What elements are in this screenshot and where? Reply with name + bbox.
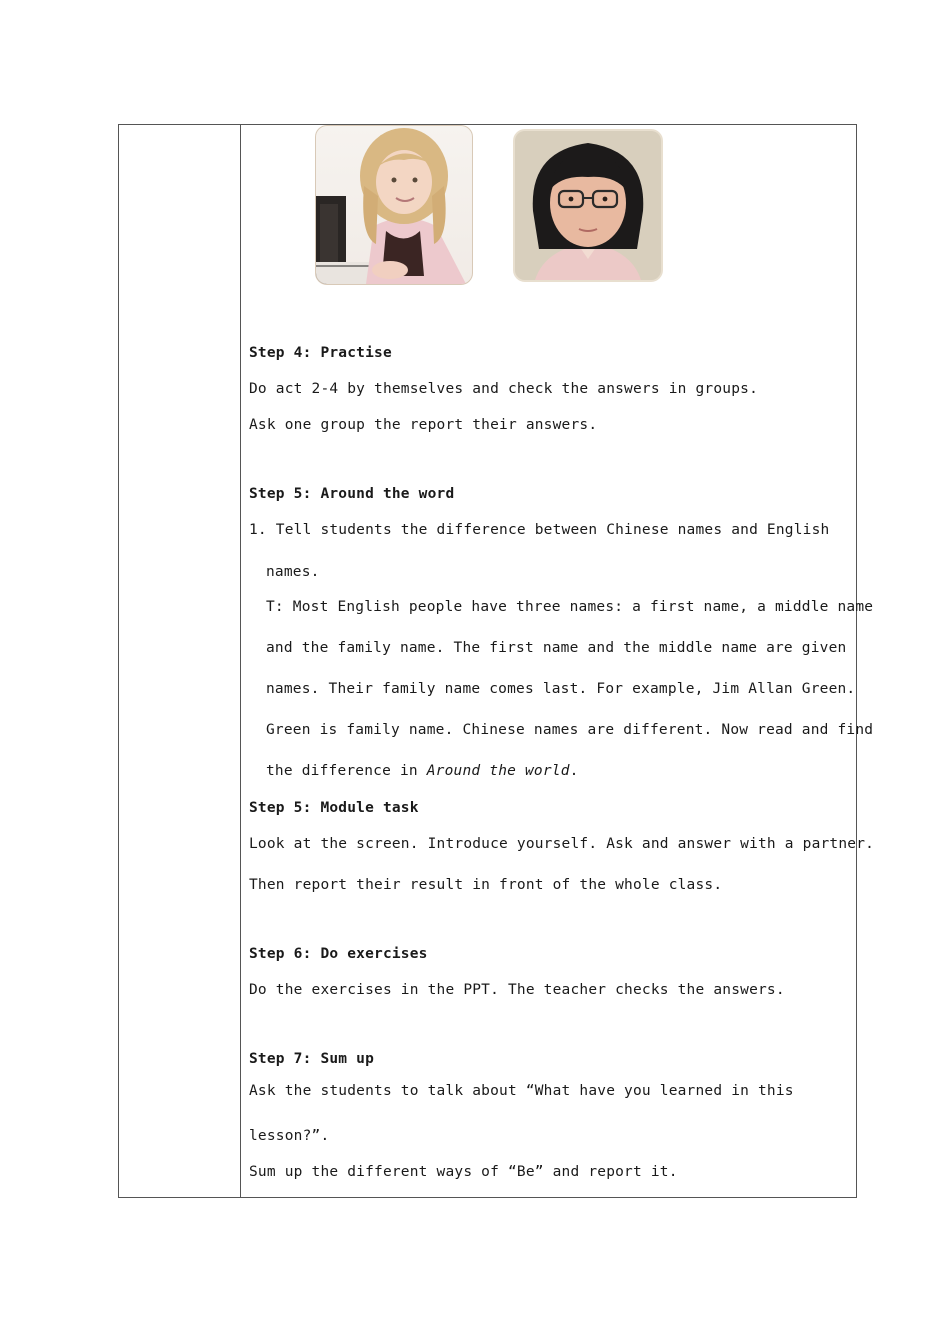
- step5-t5-suffix: .: [569, 763, 579, 779]
- step5-t-line4: Green is family name. Chinese names are different. Now read and find: [266, 722, 874, 738]
- step5-module-line1: Look at the screen. Introduce yourself. Ask and answer with a partner.: [249, 836, 875, 852]
- around-the-world-title: Around the world: [426, 763, 570, 779]
- step5-item1-cont: names.: [266, 564, 320, 580]
- step7-line1: Ask the students to talk about “What have you learned in this: [249, 1083, 794, 1099]
- lesson-content-cell: [249, 125, 875, 1197]
- step7-line1-cont: lesson?”.: [249, 1128, 330, 1144]
- step6-heading: Step 6: Do exercises: [249, 946, 428, 962]
- step6-line1: Do the exercises in the PPT. The teacher checks the answers.: [249, 982, 785, 998]
- step5-t-line2: and the family name. The first name and the middle name are given: [266, 640, 847, 656]
- step5-t-line3: names. Their family name comes last. For example, Jim Allan Green.: [266, 681, 856, 697]
- girl-glasses-photo: [513, 129, 663, 282]
- step7-line2: Sum up the different ways of “Be” and report it.: [249, 1164, 678, 1180]
- step5-t-line1: T: Most English people have three names: a first name, a middle name: [266, 599, 874, 615]
- step5-around-heading: Step 5: Around the word: [249, 486, 455, 502]
- column-divider: [240, 125, 241, 1197]
- step7-heading: Step 7: Sum up: [249, 1051, 375, 1067]
- girl-piano-photo: [315, 125, 473, 285]
- lesson-table: [118, 124, 875, 1198]
- step5-item1: 1. Tell students the difference between Chinese names and English: [249, 522, 830, 538]
- step4-heading: Step 4: Practise: [249, 345, 392, 361]
- step4-line2: Ask one group the report their answers.: [249, 417, 598, 433]
- step5-module-line2: Then report their result in front of the whole class.: [249, 877, 723, 893]
- step4-line1: Do act 2-4 by themselves and check the answers in groups.: [249, 381, 758, 397]
- step5-t-line5: [266, 763, 579, 779]
- step5-module-heading: Step 5: Module task: [249, 800, 419, 816]
- step5-t5-prefix: the difference in: [266, 763, 427, 779]
